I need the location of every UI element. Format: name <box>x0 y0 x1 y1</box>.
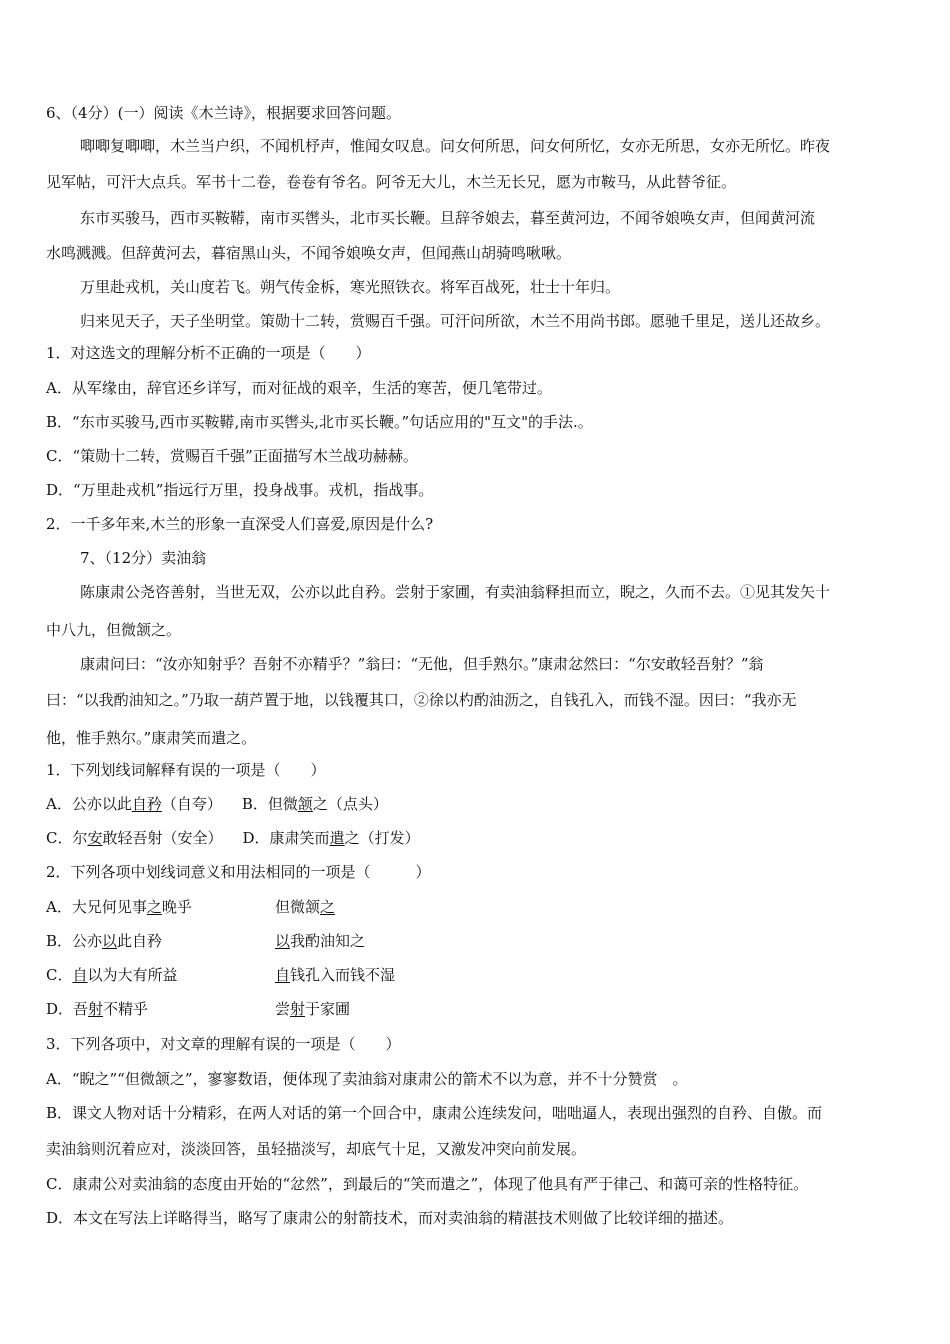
q7-sub2-option-d <box>46 999 646 1019</box>
option-a-pre: A．公亦以此 <box>46 795 132 813</box>
option-c-pre: C．尔 <box>46 829 88 847</box>
passage-line: 他，惟手熟尔。”康肃笑而遣之。 <box>46 729 257 747</box>
right-pre: 但微颔 <box>275 898 321 916</box>
option-a-underlined: 自矜 <box>131 795 162 813</box>
right-part <box>275 897 335 917</box>
q7-sub1-row2 <box>46 828 420 848</box>
left-underlined: 自 <box>72 966 88 984</box>
right-underlined: 之 <box>320 898 336 916</box>
left-post: 以为大有所益 <box>87 966 178 984</box>
q7-sub3-option-a: A．“睨之”“但微颔之”，寥寥数语，便体现了卖油翁对康肃公的箭术不以为意，并不十分赞赏 。 <box>46 1070 688 1088</box>
option-b-post: 之（点头） <box>312 795 388 813</box>
right-pre: 尝 <box>275 1000 291 1018</box>
q7-sub2-option-a <box>46 897 646 917</box>
passage-line: 曰：“以我酌油知之。”乃取一葫芦置于地，以钱覆其口，②徐以杓酌油沥之，自钱孔入，而钱不湿。因曰：“我亦无 <box>46 691 797 709</box>
q7-sub2-option-b <box>46 931 646 951</box>
option-c-post: 敢轻吾射（安全） <box>102 829 223 847</box>
option-d-pre: D．康肃笑而 <box>242 829 330 847</box>
left-post: 此自矜 <box>117 932 163 950</box>
q7-sub2: 2．下列各项中划线词意义和用法相同的一项是（ ） <box>46 863 431 881</box>
q6-sub1-option-d: D．“万里赴戎机”指远行万里，投身战事。戎机，指战事。 <box>46 481 434 499</box>
right-part <box>275 931 365 951</box>
option-a-post: （自夸） <box>161 795 222 813</box>
option-d-post: 之（打发） <box>344 829 420 847</box>
q7-sub3-option-d: D．本文在写法上详略得当，略写了康肃公的射箭技术，而对卖油翁的精湛技术则做了比较详细的描述。 <box>46 1209 734 1227</box>
right-part <box>275 999 350 1019</box>
left-pre: A．大兄何见事 <box>46 898 147 916</box>
q7-sub3-option-b-cont: 卖油翁则沉着应对，淡淡回答，虽轻描淡写，却底气十足，又激发冲突向前发展。 <box>46 1140 587 1158</box>
q7-sub2-option-c <box>46 965 646 985</box>
poem-line: 万里赴戎机，关山度若飞。朔气传金柝，寒光照铁衣。将军百战死，壮士十年归。 <box>80 278 621 296</box>
right-part <box>275 965 395 985</box>
q7-sub1-row1 <box>46 794 388 814</box>
option-d-underlined: 遣 <box>329 829 345 847</box>
q7-sub3-option-b: B．课文人物对话十分精彩，在两人对话的第一个回合中，康肃公连续发问，咄咄逼人，表现出强烈的自矜、自傲。而 <box>46 1104 823 1122</box>
q7-sub3-option-c: C．康肃公对卖油翁的态度由开始的“忿然”，到最后的“笑而遣之”，体现了他具有严于律己、和蔼可亲的性格特征。 <box>46 1175 809 1193</box>
poem-line: 归来见天子，天子坐明堂。策勋十二转，赏赐百千强。可汗问所欲，木兰不用尚书郎。愿驰千里足，送儿还故乡。 <box>80 312 831 330</box>
q6-sub2: 2．一千多年来,木兰的形象一直深受人们喜爱,原因是什么? <box>46 515 434 533</box>
q6-sub1: 1．对这选文的理解分析不正确的一项是（ ） <box>46 344 371 362</box>
left-underlined: 射 <box>88 1000 104 1018</box>
poem-line: 唧唧复唧唧，木兰当户织，不闻机杼声，惟闻女叹息。问女何所思，问女何所忆，女亦无所思，女亦无所忆。昨夜 <box>80 137 831 155</box>
left-post: 晚乎 <box>161 898 192 916</box>
left-pre: D．吾 <box>46 1000 89 1018</box>
right-post: 钱孔入而钱不湿 <box>290 966 396 984</box>
left-pre: B．公亦 <box>46 932 103 950</box>
left-pre: C． <box>46 966 73 984</box>
q6-sub1-option-c: C．“策勋十二转，赏赐百千强”正面描写木兰战功赫赫。 <box>46 447 418 465</box>
poem-line: 东市买骏马，西市买鞍鞯，南市买辔头，北市买长鞭。旦辞爷娘去，暮至黄河边，不闻爷娘唤女声，但闻黄河流 <box>80 209 816 227</box>
q7-heading: 7、（12分）卖油翁 <box>80 549 207 567</box>
poem-line: 见军帖，可汗大点兵。军书十二卷，卷卷有爷名。阿爷无大儿，木兰无长兄，愿为市鞍马，从此替爷征。 <box>46 173 737 191</box>
passage-line: 陈康肃公尧咨善射，当世无双，公亦以此自矜。尝射于家圃，有卖油翁释担而立，睨之，久而不去。①见其发矢十 <box>80 583 831 601</box>
right-post: 我酌油知之 <box>290 932 366 950</box>
passage-line: 中八九，但微颔之。 <box>46 621 182 639</box>
q6-sub1-option-b: B．“东市买骏马,西市买鞍鞯,南市买辔头,北市买长鞭。”句话应用的"互文"的手法.。 <box>46 413 593 431</box>
left-underlined: 之 <box>146 898 162 916</box>
option-c-underlined: 安 <box>87 829 103 847</box>
poem-line: 水鸣溅溅。但辞黄河去，暮宿黑山头，不闻爷娘唤女声，但闻燕山胡骑鸣啾啾。 <box>46 244 572 262</box>
left-post: 不精乎 <box>103 1000 149 1018</box>
q7-sub1: 1．下列划线词解释有误的一项是（ ） <box>46 761 326 779</box>
right-post: 于家圃 <box>305 1000 351 1018</box>
passage-line: 康肃问曰：“汝亦知射乎？吾射不亦精乎？”翁曰：“无他，但手熟尔。”康肃忿然曰：“尔安敢轻吾射？”翁 <box>80 655 764 673</box>
right-underlined: 以 <box>275 932 291 950</box>
option-b-underlined: 颔 <box>297 795 313 813</box>
left-underlined: 以 <box>102 932 118 950</box>
right-underlined: 射 <box>290 1000 306 1018</box>
q7-sub3: 3．下列各项中，对文章的理解有误的一项是（ ） <box>46 1035 401 1053</box>
option-b-pre: B．但微 <box>241 795 298 813</box>
q6-heading: 6、（4分）(一）阅读《木兰诗》，根据要求回答问题。 <box>46 104 401 122</box>
q6-sub1-option-a: A．从军缘由，辞官还乡详写，而对征战的艰辛，生活的寒苦，便几笔带过。 <box>46 379 552 397</box>
right-underlined: 自 <box>275 966 291 984</box>
